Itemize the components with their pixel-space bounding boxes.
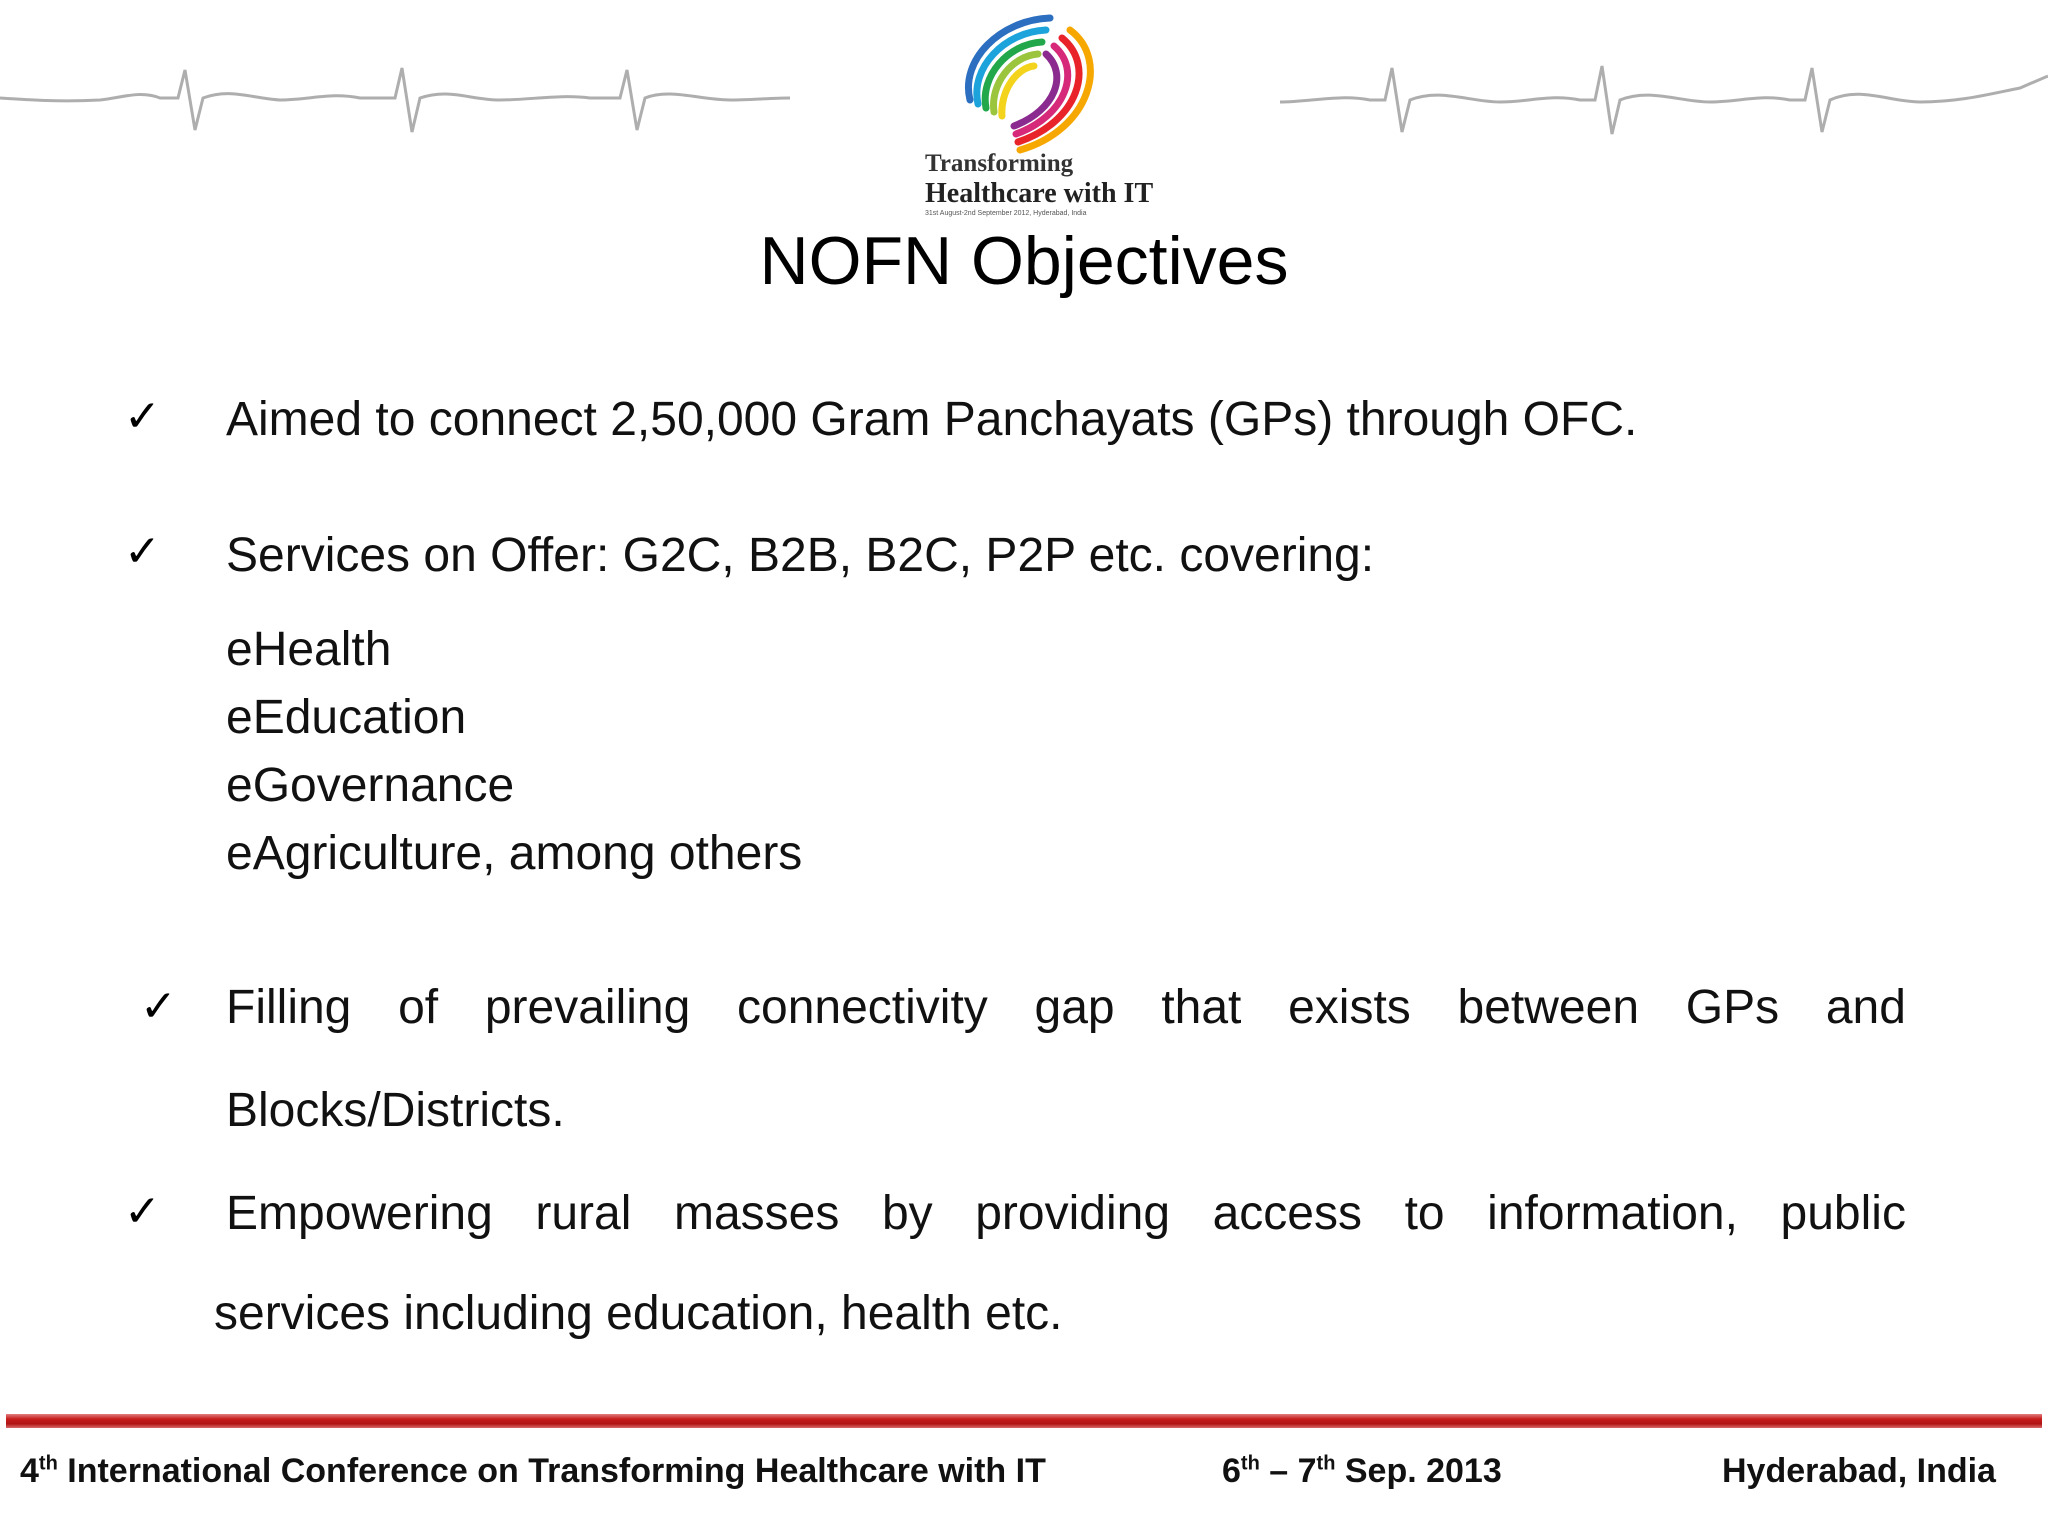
word: of xyxy=(398,981,439,1034)
checkmark-icon: ✓ xyxy=(124,391,161,442)
checkmark-icon: ✓ xyxy=(124,526,161,577)
checkmark-icon: ✓ xyxy=(140,981,177,1032)
logo-text-line1: Transforming xyxy=(925,150,1074,177)
bullet-connectivity-gap-cont: Blocks/Districts. xyxy=(226,1084,565,1137)
bullet-empowering-rural xyxy=(226,1188,1906,1241)
word: rural xyxy=(535,1187,632,1240)
word: that xyxy=(1161,981,1242,1034)
word: gap xyxy=(1034,981,1115,1034)
word: providing xyxy=(975,1187,1171,1240)
bullet-services-on-offer: Services on Offer: G2C, B2B, B2C, P2P etc. covering: xyxy=(226,529,1375,582)
list-item: eHealth xyxy=(226,623,392,676)
word: exists xyxy=(1288,981,1411,1034)
services-sublist xyxy=(226,616,802,888)
word: and xyxy=(1825,981,1906,1034)
slide-title: NOFN Objectives xyxy=(759,223,1289,299)
word: Empowering xyxy=(226,1187,493,1240)
rainbow-swirl-icon xyxy=(870,0,1160,160)
footer-location: Hyderabad, India xyxy=(1722,1452,1996,1490)
list-item: eAgriculture, among others xyxy=(226,827,803,880)
word: access xyxy=(1212,1187,1362,1240)
bullet-connect-gps: Aimed to connect 2,50,000 Gram Panchayats (GPs) through OFC. xyxy=(226,393,1638,446)
logo-text-line2: Healthcare with IT xyxy=(925,178,1154,209)
footer-conference-name: 4th International Conference on Transforming Healthcare with IT xyxy=(20,1452,1046,1490)
word: GPs xyxy=(1685,981,1780,1034)
word: between xyxy=(1457,981,1640,1034)
footer-dates: 6th – 7th Sep. 2013 xyxy=(1222,1452,1502,1490)
bullet-connectivity-gap xyxy=(226,982,1906,1035)
word: to xyxy=(1404,1187,1445,1240)
list-item: eGovernance xyxy=(226,759,515,812)
word: information, xyxy=(1487,1187,1738,1240)
word: public xyxy=(1780,1187,1906,1240)
list-item: eEducation xyxy=(226,691,467,744)
ecg-wave-right xyxy=(1280,40,2048,150)
word: connectivity xyxy=(737,981,988,1034)
word: Filling xyxy=(226,981,352,1034)
word: by xyxy=(881,1187,933,1240)
ecg-wave-left xyxy=(0,40,790,150)
footer-divider xyxy=(6,1414,2042,1428)
conference-logo xyxy=(870,0,1160,222)
word: prevailing xyxy=(484,981,691,1034)
checkmark-icon: ✓ xyxy=(124,1186,161,1237)
bullet-empowering-rural-cont: services including education, health etc. xyxy=(214,1287,1063,1340)
logo-text-line3: 31st August-2nd September 2012, Hyderabad, India xyxy=(925,210,1087,217)
word: masses xyxy=(673,1187,840,1240)
